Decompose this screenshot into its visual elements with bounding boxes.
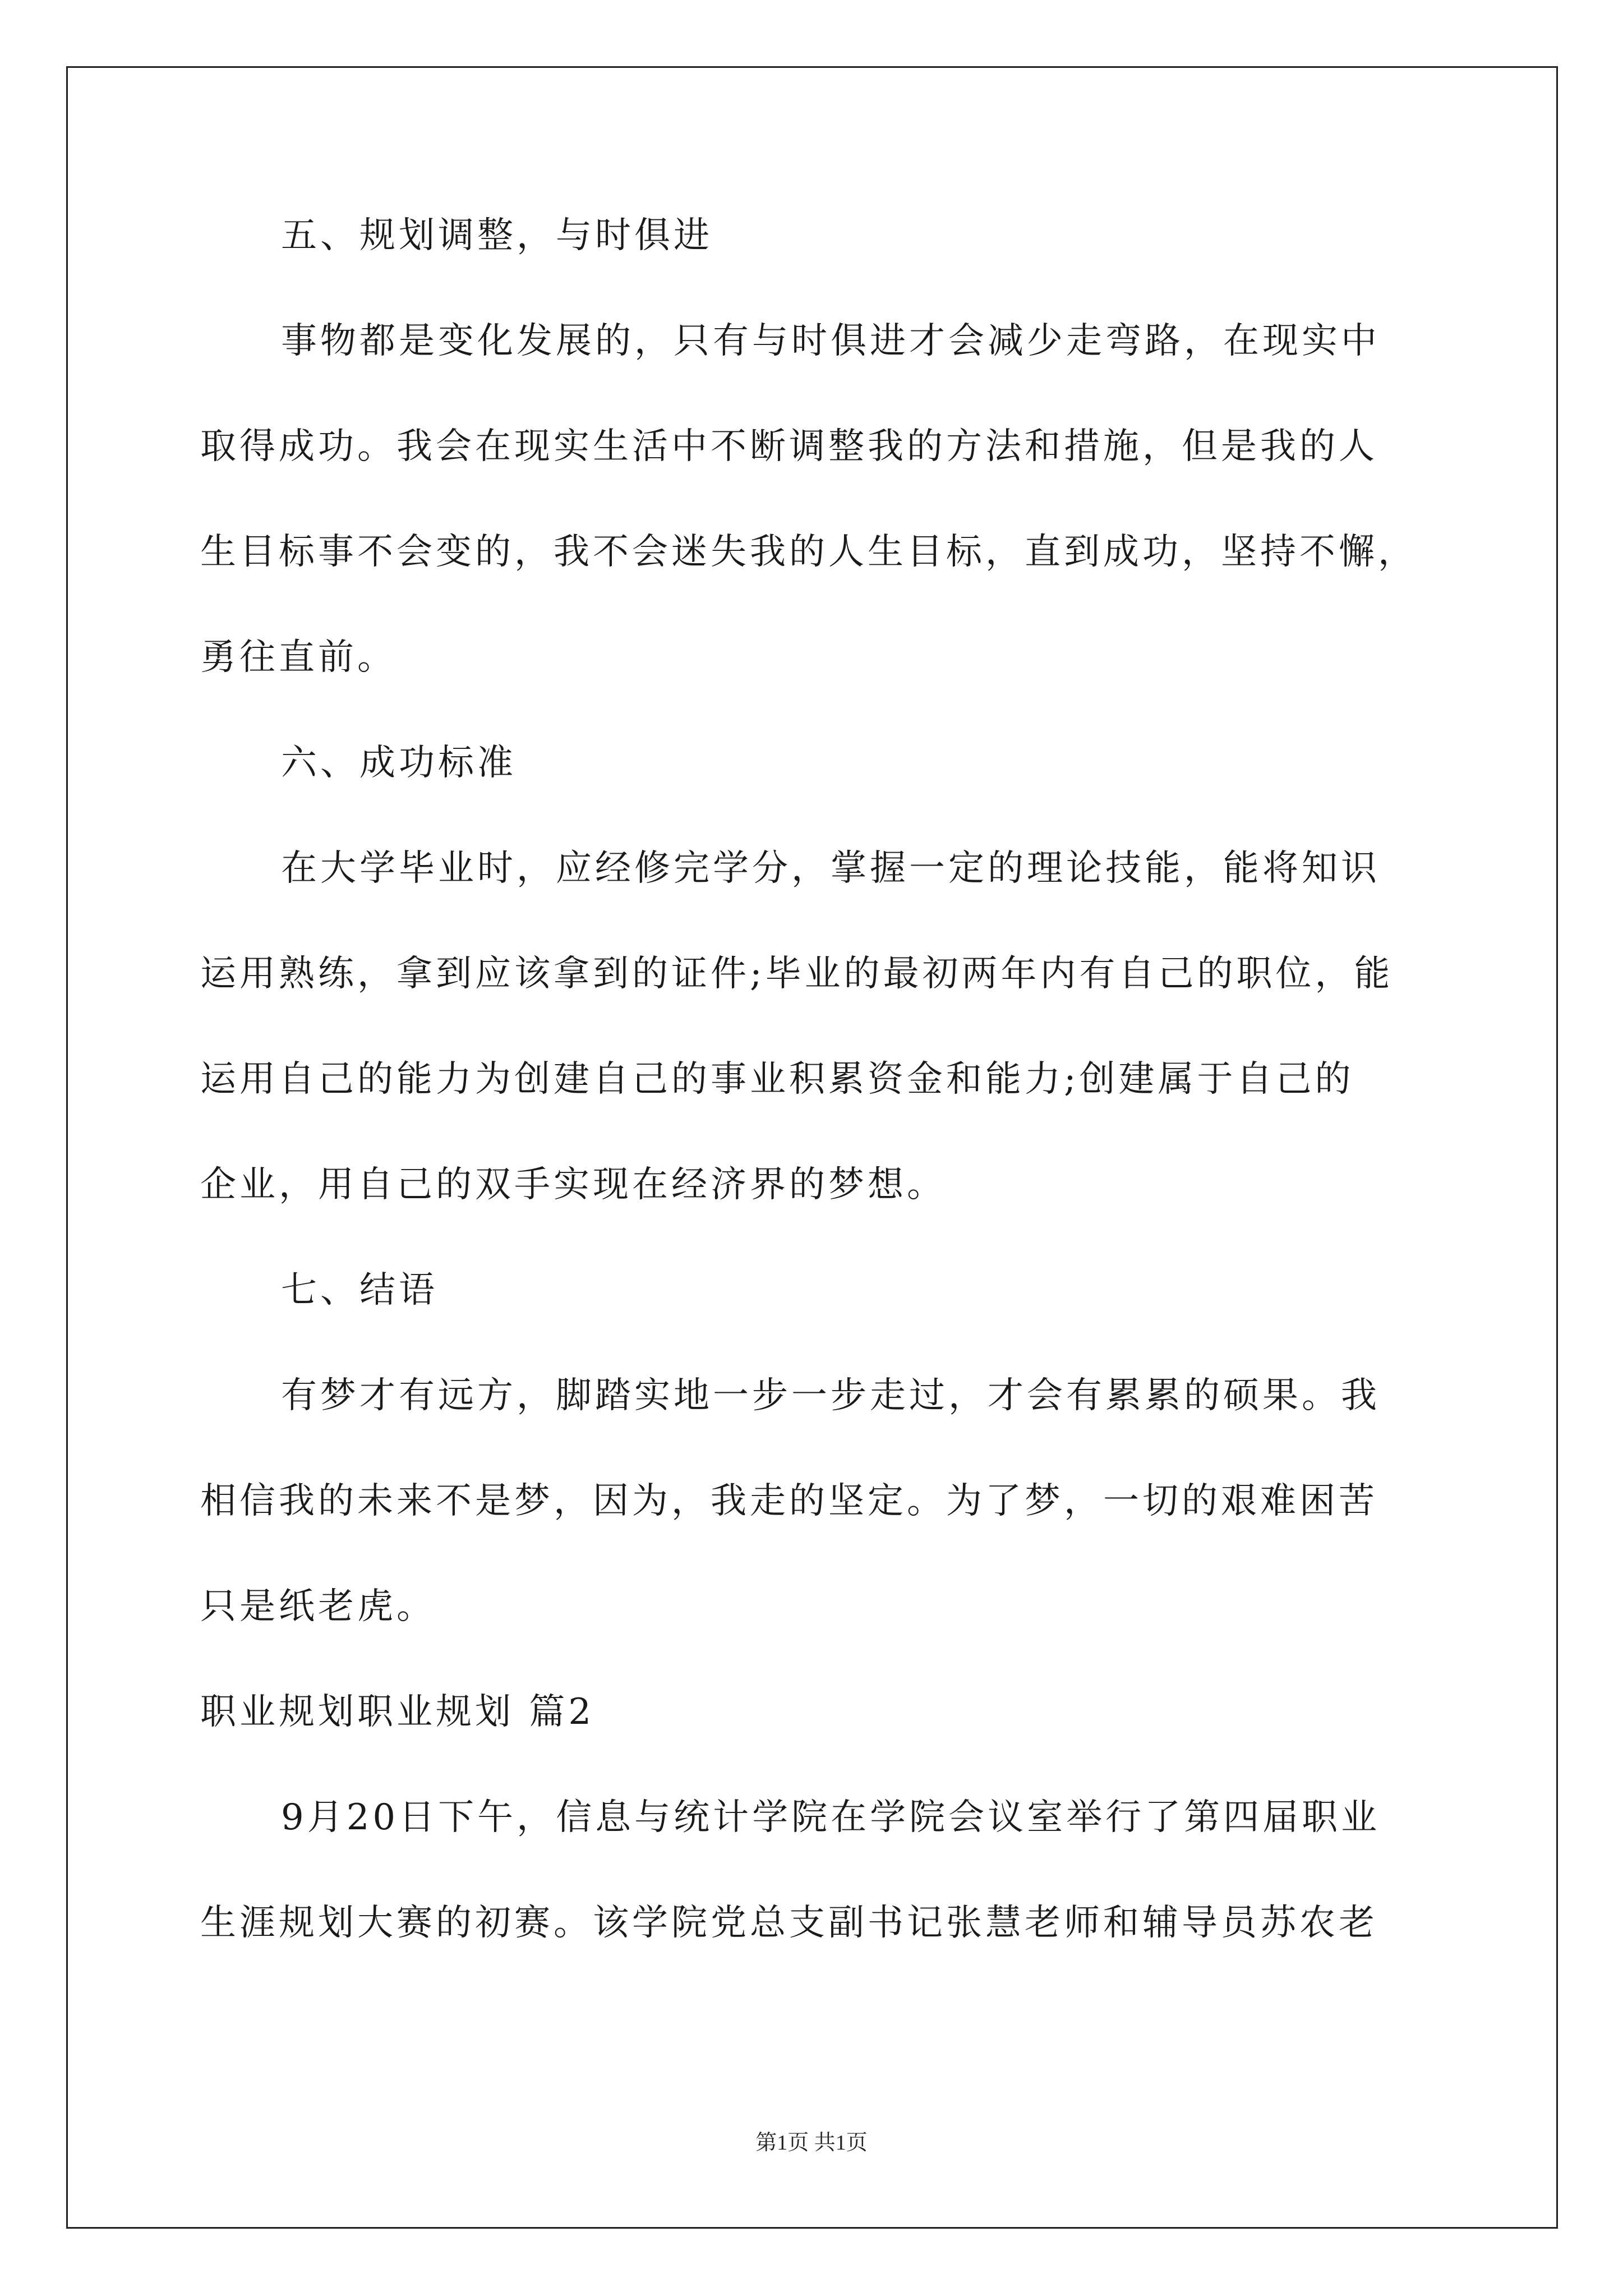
paragraph-line: 生涯规划大赛的初赛。该学院党总支副书记张慧老师和辅导员苏农老: [200, 1902, 1378, 1944]
paragraph-line: 相信我的未来不是梦，因为，我走的坚定。为了梦，一切的艰难困苦: [200, 1480, 1378, 1522]
paragraph-line: 运用熟练，拿到应该拿到的证件;毕业的最初两年内有自己的职位，能: [200, 953, 1394, 995]
section-heading: 七、结语: [281, 1269, 438, 1311]
paragraph-line: 勇往直前。: [200, 637, 396, 678]
paragraph-line: 企业，用自己的双手实现在经济界的梦想。: [200, 1164, 946, 1205]
paragraph-line: 有梦才有远方，脚踏实地一步一步走过，才会有累累的硕果。我: [281, 1375, 1380, 1416]
paragraph-line: 生目标事不会变的，我不会迷失我的人生目标，直到成功，坚持不懈，: [200, 531, 1417, 573]
paragraph-line: 运用自己的能力为创建自己的事业积累资金和能力;创建属于自己的: [200, 1059, 1354, 1100]
paragraph-line: 取得成功。我会在现实生活中不断调整我的方法和措施，但是我的人: [200, 426, 1378, 467]
paragraph-line: 只是纸老虎。: [200, 1586, 436, 1627]
paragraph-line: 9月20日下午，信息与统计学院在学院会议室举行了第四届职业: [281, 1797, 1381, 1838]
article-title: 职业规划职业规划 篇2: [200, 1691, 595, 1733]
paragraph-line: 在大学毕业时，应经修完学分，掌握一定的理论技能，能将知识: [281, 848, 1380, 889]
paragraph-line: 事物都是变化发展的，只有与时俱进才会减少走弯路，在现实中: [281, 320, 1380, 362]
section-heading: 六、成功标准: [281, 742, 517, 784]
page-number-footer: 第1页 共1页: [755, 2131, 868, 2155]
section-heading: 五、规划调整，与时俱进: [281, 215, 713, 256]
